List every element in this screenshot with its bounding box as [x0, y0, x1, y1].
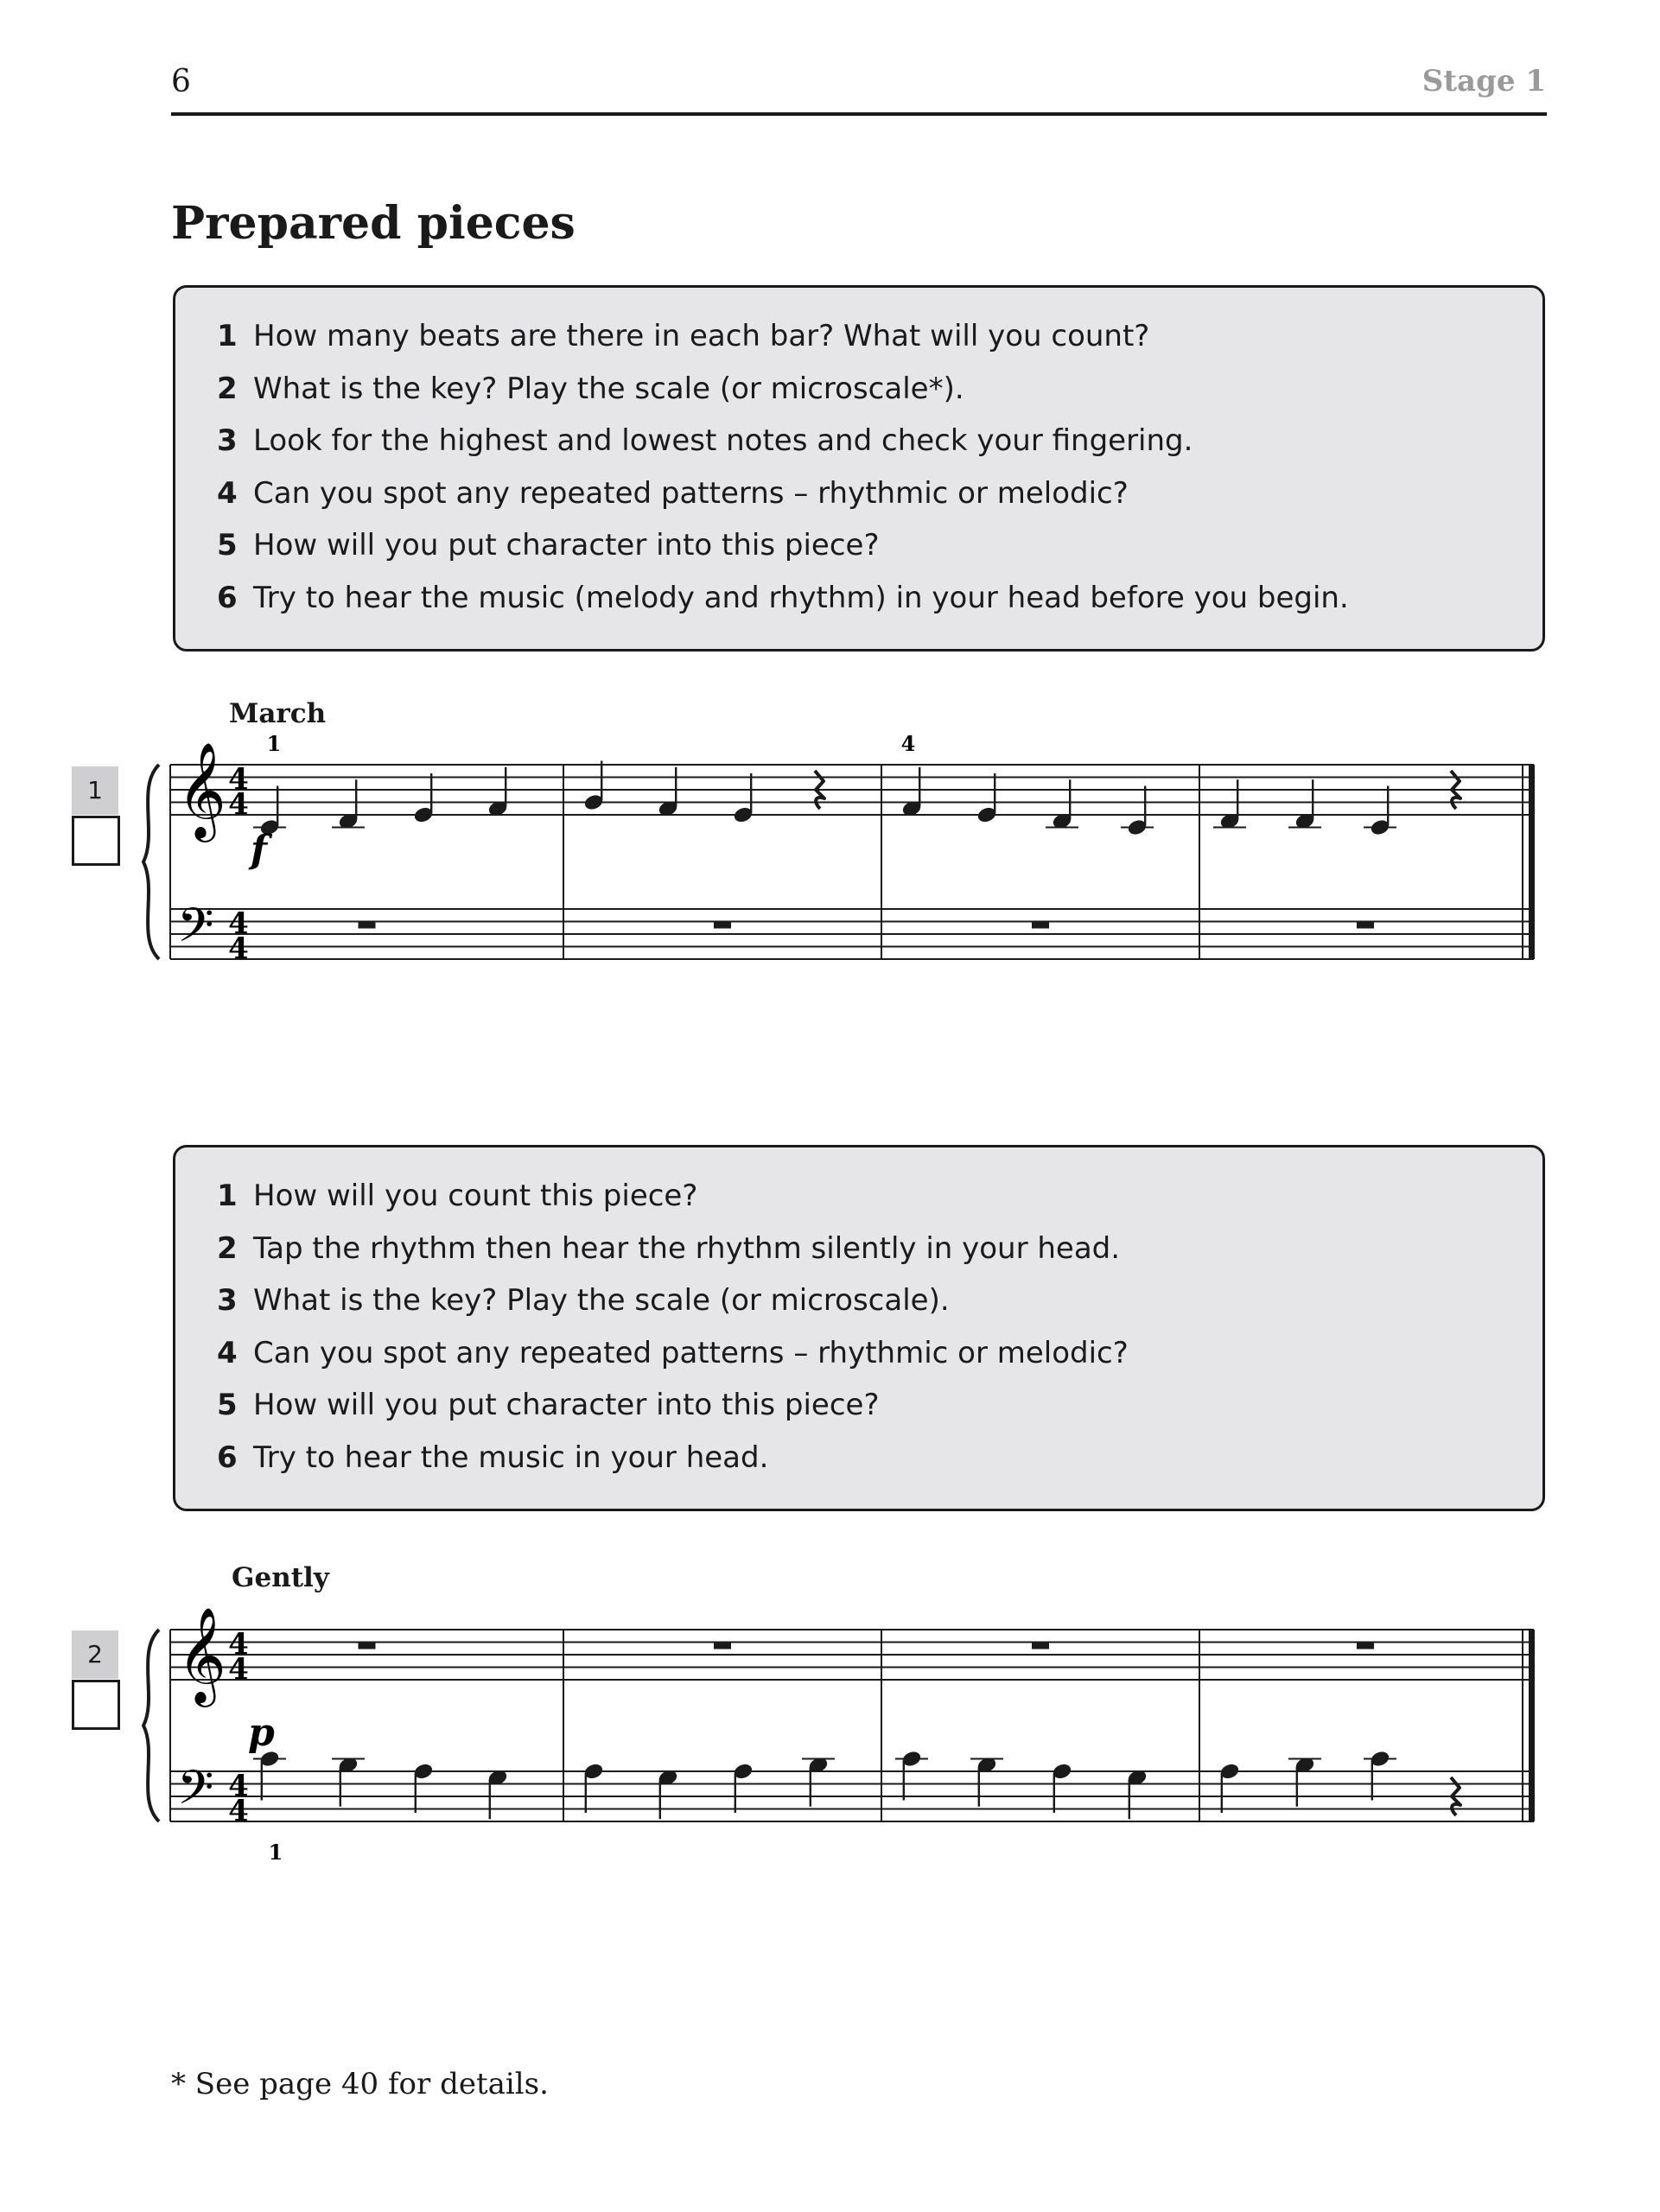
- bass-time-signature-top: 4: [228, 906, 249, 941]
- question-number: 2: [217, 1230, 238, 1266]
- tempo-marking: Gently: [232, 1562, 329, 1593]
- stage-label: Stage 1: [1421, 64, 1546, 99]
- question-text: Look for the highest and lowest notes and check your fingering.: [253, 423, 1193, 458]
- bass-time-signature-bottom: 4: [228, 1794, 249, 1828]
- question-text: What is the key? Play the scale (or microscale).: [253, 1283, 950, 1318]
- question-number: 3: [217, 423, 238, 458]
- bass-time-signature-top: 4: [228, 1769, 249, 1803]
- treble-time-signature-top: 4: [228, 1627, 249, 1662]
- treble-clef-icon: 𝄞: [177, 741, 226, 838]
- fingering-number: 1: [268, 1840, 283, 1865]
- whole-rest-icon: [359, 1643, 376, 1649]
- dynamic-marking: p: [248, 1711, 275, 1755]
- treble-time-signature-bottom: 4: [228, 787, 249, 822]
- question-text: Try to hear the music (melody and rhythm) in your head before you begin.: [253, 580, 1349, 615]
- question-number: 2: [217, 371, 238, 406]
- tempo-marking: March: [229, 698, 327, 729]
- section-title: Prepared pieces: [171, 197, 576, 250]
- question-number: 6: [217, 580, 238, 615]
- piece-number-badge: 2: [72, 1630, 118, 1679]
- question-text: How will you put character into this piece?: [253, 1388, 880, 1422]
- dynamic-marking: f: [251, 828, 267, 872]
- question-number: 1: [217, 319, 238, 353]
- question-number: 4: [217, 1335, 238, 1370]
- question-text: Tap the rhythm then hear the rhythm silently in your head.: [253, 1230, 1121, 1266]
- footnote: * See page 40 for details.: [171, 2067, 549, 2101]
- question-number: 4: [217, 475, 238, 511]
- piece-number-badge: 1: [72, 766, 118, 815]
- question-number: 1: [217, 1179, 238, 1213]
- treble-time-signature-top: 4: [228, 762, 249, 797]
- whole-rest-icon: [714, 1643, 731, 1649]
- bar-number: 1: [266, 731, 282, 756]
- question-number: 6: [217, 1440, 238, 1475]
- question-text: Try to hear the music in your head.: [253, 1440, 769, 1475]
- question-text: How will you count this piece?: [253, 1179, 698, 1213]
- final-barline: [1529, 1630, 1535, 1821]
- question-text: Can you spot any repeated patterns – rhythmic or melodic?: [253, 1335, 1129, 1370]
- bass-time-signature-bottom: 4: [228, 931, 249, 966]
- treble-time-signature-bottom: 4: [228, 1652, 249, 1687]
- question-number: 3: [217, 1283, 238, 1318]
- bar-number: 4: [900, 731, 916, 756]
- treble-clef-icon: 𝄞: [177, 1606, 226, 1703]
- page-number: 6: [171, 64, 191, 99]
- question-text: What is the key? Play the scale (or microscale*).: [253, 371, 964, 406]
- bass-clef-icon: 𝄢: [177, 1760, 214, 1827]
- question-text: How many beats are there in each bar? What will you count?: [253, 319, 1150, 353]
- question-text: How will you put character into this piece?: [253, 528, 880, 563]
- brace: [143, 1630, 159, 1821]
- whole-rest-icon: [1357, 1643, 1374, 1649]
- question-number: 5: [217, 528, 238, 563]
- bass-clef-icon: 𝄢: [177, 898, 214, 964]
- question-text: Can you spot any repeated patterns – rhythmic or melodic?: [253, 475, 1129, 511]
- question-number: 5: [217, 1388, 238, 1422]
- whole-rest-icon: [1032, 1643, 1049, 1649]
